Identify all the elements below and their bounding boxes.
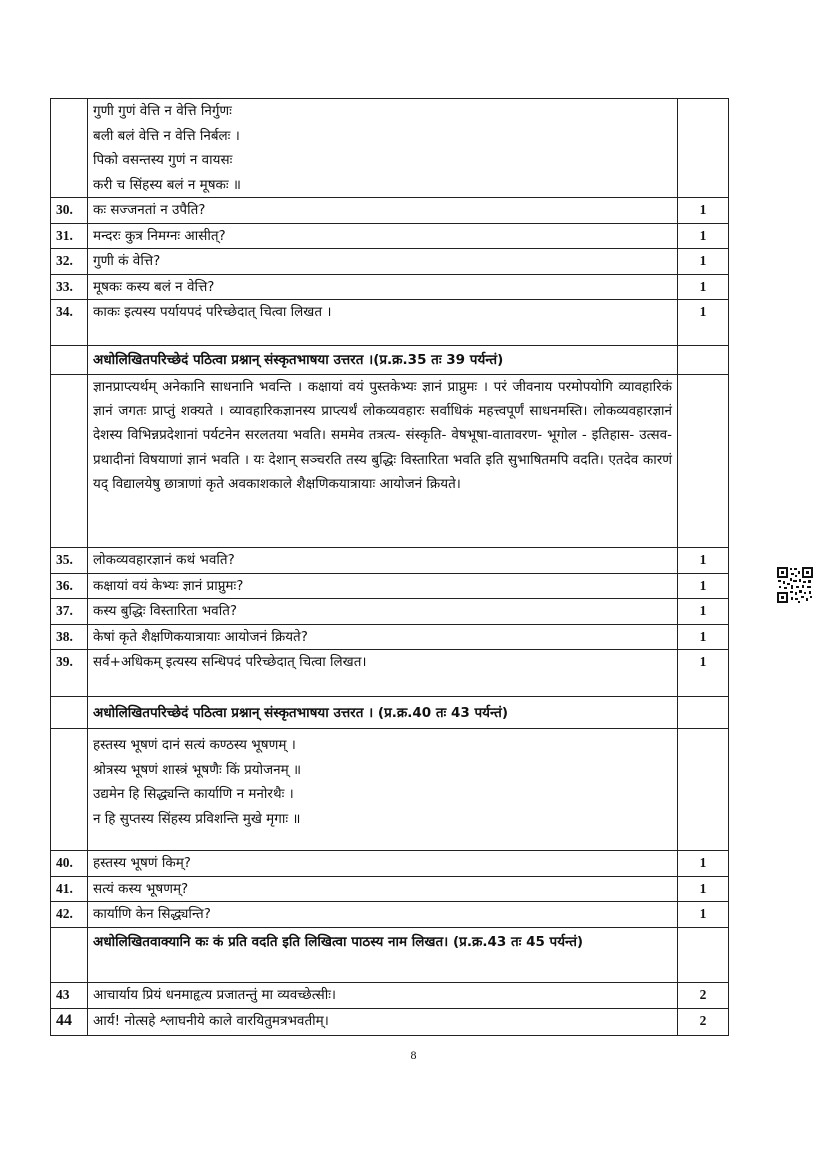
section-heading: अधोलिखितपरिच्छेदं पठित्वा प्रश्नान् संस्कृतभाषया उत्तरत ।(प्र.क्र.35 तः 39 पर्यन्तं) — [88, 346, 678, 375]
table-row — [51, 573, 729, 599]
table-row — [51, 249, 729, 275]
qr-code-icon — [776, 566, 814, 604]
section-heading: अधोलिखितपरिच्छेदं पठित्वा प्रश्नान् संस्कृतभाषया उत्तरत । (प्र.क्र.40 तः 43 पर्यन्तं) — [88, 697, 678, 729]
table-row — [51, 1008, 729, 1035]
verse-passage: हस्तस्य भूषणं दानं सत्यं कण्ठस्य भूषणम् । श्रोत्रस्य भूषणं शास्त्रं भूषणैः किं प्रयोजनम् ॥ उद्यमेन हि सिद्ध्यन्ति कार्याणि न मनोरथैः । न हि सुप्तस्य सिंहस्य प्रविशन्ति मुखे मृगाः ॥ — [88, 729, 678, 851]
table-row — [51, 274, 729, 300]
question-text: काकः इत्यस्य पर्यायपदं परिच्छेदात् चित्वा लिखत । — [88, 300, 678, 346]
table-row — [51, 927, 729, 982]
question-table — [50, 98, 729, 1036]
question-text: आर्य! नोत्सहे श्लाघनीये काले वारयितुमत्रभवतीम्। — [88, 1008, 678, 1035]
question-text: हस्तस्य भूषणं किम्? — [88, 851, 678, 877]
question-text: सत्यं कस्य भूषणम्? — [88, 876, 678, 902]
question-number: 38. — [51, 624, 88, 650]
table-row — [51, 223, 729, 249]
question-marks: 1 — [678, 650, 729, 697]
question-marks: 1 — [678, 300, 729, 346]
question-marks: 1 — [678, 876, 729, 902]
question-text: सर्व+अधिकम् इत्यस्य सन्धिपदं परिच्छेदात् चित्वा लिखत। — [88, 650, 678, 697]
question-number: 35. — [51, 548, 88, 574]
page-number: 8 — [410, 1048, 417, 1062]
question-number: 31. — [51, 223, 88, 249]
question-text: गुणी कं वेत्ति? — [88, 249, 678, 275]
question-marks: 1 — [678, 573, 729, 599]
table-row — [51, 99, 729, 198]
question-number: 40. — [51, 851, 88, 877]
question-number: 44 — [51, 1008, 88, 1035]
table-row — [51, 300, 729, 346]
question-number: 36. — [51, 573, 88, 599]
question-marks: 1 — [678, 274, 729, 300]
question-text: मन्दरः कुत्र निमग्नः आसीत्? — [88, 223, 678, 249]
question-number: 30. — [51, 198, 88, 224]
table-row — [51, 624, 729, 650]
table-row — [51, 599, 729, 625]
question-marks: 1 — [678, 223, 729, 249]
question-marks: 2 — [678, 982, 729, 1008]
question-text: कः सज्जनतां न उपैति? — [88, 198, 678, 224]
question-number: 39. — [51, 650, 88, 697]
table-row — [51, 876, 729, 902]
question-marks: 1 — [678, 198, 729, 224]
table-row — [51, 346, 729, 375]
question-marks: 1 — [678, 902, 729, 928]
question-text: केषां कृते शैक्षणिकयात्रायाः आयोजनं क्रियते? — [88, 624, 678, 650]
question-number: 41. — [51, 876, 88, 902]
question-text: लोकव्यवहारज्ञानं कथं भवति? — [88, 548, 678, 574]
prose-passage: ज्ञानप्राप्त्यर्थम् अनेकानि साधनानि भवन्ति । कक्षायां वयं पुस्तकेभ्यः ज्ञानं प्राप्नुमः । परं जीवनाय परमोपयोगि व्यावहारिकं ज्ञानं जगतः प्राप्तुं शक्यते । व्यावहारिकज्ञानस्य प्राप्त्यर्थं लोकव्यवहारः सर्वाधिकं महत्त्वपूर्णं साधनमस्ति। लोकव्यवहारज्ञानं देशस्य विभिन्नप्रदेशानां पर्यटनेन सरलतया भवति। सममेव तत्रत्य- संस्कृति- वेषभूषा-वातावरण- भूगोल - इतिहास- उत्सव-प्रथादीनां विषयाणां ज्ञानं भवति । यः देशान् सञ्चरति तस्य बुद्धिः विस्तारिता भवति इति सुभाषितमपि वदति। एतदेव कारणं यद् विद्यालयेषु छात्राणां कृते अवकाशकाले शैक्षणिकयात्रायाः आयोजनं क्रियते। — [88, 375, 678, 548]
table-row — [51, 982, 729, 1008]
section-heading: अधोलिखितवाक्यानि कः कं प्रति वदति इति लिखित्वा पाठस्य नाम लिखत। (प्र.क्र.43 तः 45 पर्यन्तं) — [88, 927, 678, 982]
question-marks: 1 — [678, 851, 729, 877]
question-number: 43 — [51, 982, 88, 1008]
table-row — [51, 548, 729, 574]
question-number: 37. — [51, 599, 88, 625]
table-row — [51, 650, 729, 697]
question-text: कार्याणि केन सिद्ध्यन्ति? — [88, 902, 678, 928]
table-row — [51, 851, 729, 877]
question-marks: 1 — [678, 624, 729, 650]
question-text: कस्य बुद्धिः विस्तारिता भवति? — [88, 599, 678, 625]
table-row — [51, 375, 729, 548]
question-number: 32. — [51, 249, 88, 275]
question-text: कक्षायां वयं केभ्यः ज्ञानं प्राप्नुमः? — [88, 573, 678, 599]
question-number: 33. — [51, 274, 88, 300]
table-row — [51, 198, 729, 224]
table-row — [51, 902, 729, 928]
verse-passage: गुणी गुणं वेत्ति न वेत्ति निर्गुणः बली बलं वेत्ति न वेत्ति निर्बलः । पिको वसन्तस्य गुणं न वायसः करी च सिंहस्य बलं न मूषकः ॥ — [88, 99, 678, 198]
question-number: 34. — [51, 300, 88, 346]
question-text: मूषकः कस्य बलं न वेत्ति? — [88, 274, 678, 300]
question-marks: 1 — [678, 249, 729, 275]
question-number: 42. — [51, 902, 88, 928]
question-marks: 1 — [678, 548, 729, 574]
question-text: आचार्याय प्रियं धनमाहृत्य प्रजातन्तुं मा व्यवच्छेत्सीः। — [88, 982, 678, 1008]
question-marks: 2 — [678, 1008, 729, 1035]
table-row — [51, 729, 729, 851]
table-row — [51, 697, 729, 729]
question-marks: 1 — [678, 599, 729, 625]
